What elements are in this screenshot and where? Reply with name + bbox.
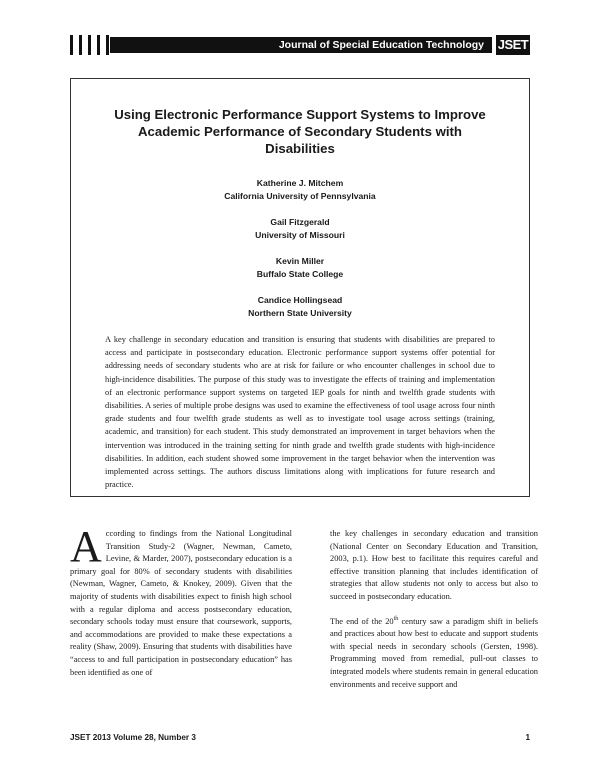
body-paragraph: the key challenges in secondary education and transition (National Center on Secondary Education and Transition, 2003, p.1). How best to facilitate this requires careful and effective transition planning that includes identification of strategies that allow students not only to access but also to succeed in postsecondary education.	[330, 529, 538, 601]
journal-header	[70, 35, 530, 55]
author-block	[105, 177, 495, 203]
author-block	[105, 216, 495, 242]
jset-logo: JSET	[496, 35, 530, 55]
article-title	[105, 106, 495, 157]
footer-citation: JSET 2013 Volume 28, Number 3	[70, 733, 196, 742]
abstract-text: A key challenge in secondary education and transition is ensuring that students with disabilities are prepared to access and participate in postsecondary education. Electronic performance support systems offer potential for addressing needs of secondary students who are at risk for failure or who encounter challenges in school due to high-incidence disabilities. The purpose of this study was to investigate the effects of training and implementation of an electronic performance support systems on targeted IEP goals for ninth and twelfth grade students with disabilities. A series of multiple probe designs was used to examine the effectiveness of tool usage across four ninth grade students and four twelfth grade students as well as to investigate tool usage across settings (training, academic, and transition) for each student. This study demonstrated an improvement in target behaviors when the intervention was introduced in the training setting for ninth grade and twelfth grade students with high-incidence disabilities. In addition, each student showed some improvement in the target behavior when the intervention was implemented across settings. The authors discuss limitations along with implications for future research and practice.	[105, 335, 495, 490]
page-footer	[70, 733, 530, 742]
intro-paragraph	[70, 522, 292, 679]
body-paragraph	[330, 616, 538, 692]
title-line-2: Academic Performance of Secondary Students with Disabilities	[138, 124, 462, 156]
author-affiliation: University of Missouri	[255, 230, 345, 240]
paragraph-rest: century saw a paradigm shift in beliefs and practices about how best to educate and support students with special needs in secondary schools (Gersten, 1998). Programming moved from remedial, pull-out classes to integrated models where students remain in general education environments and receive support and	[330, 616, 538, 689]
author-name: Katherine J. Mitchem	[256, 178, 344, 188]
paragraph-start: The end of the 20	[330, 616, 394, 626]
journal-name: Journal of Special Education Technology	[110, 37, 492, 53]
author-block	[105, 294, 495, 320]
author-name: Gail Fitzgerald	[270, 217, 330, 227]
author-name: Kevin Miller	[275, 256, 325, 266]
author-affiliation: Buffalo State College	[256, 269, 344, 279]
intro-paragraph-text: ccording to findings from the National Longitudinal Transition Study-2 (Wagner, Newman, Cameto, Levine, & Marder, 2007), postsecondary education is a primary goal for 80% of secondary students with disabilities (Newman, Wagner, Cameto, & Knokey, 2009). Given that the majority of students with disabilities expect to finish high school with a regular diploma and access postsecondary education, secondary schools today must ensure that coursework, supports, and accommodations are provided to make these expectations a reality (Shaw, 2009). Ensuring that students with disabilities have “access to and full participation in postsecondary education” has been identified as one of	[70, 529, 292, 677]
author-name: Candice Hollingsead	[257, 295, 343, 305]
author-block	[105, 255, 495, 281]
body-column-right	[330, 528, 538, 703]
page-number: 1	[525, 733, 530, 742]
author-affiliation: Northern State University	[248, 308, 352, 318]
drop-cap: A	[70, 522, 102, 571]
title-line-1: Using Electronic Performance Support Systems to Improve	[114, 107, 486, 122]
body-column-left	[70, 522, 292, 691]
header-bars-decoration	[70, 35, 109, 55]
abstract-box	[70, 78, 530, 497]
superscript: th	[393, 615, 399, 622]
author-affiliation: California University of Pennsylvania	[224, 191, 376, 201]
